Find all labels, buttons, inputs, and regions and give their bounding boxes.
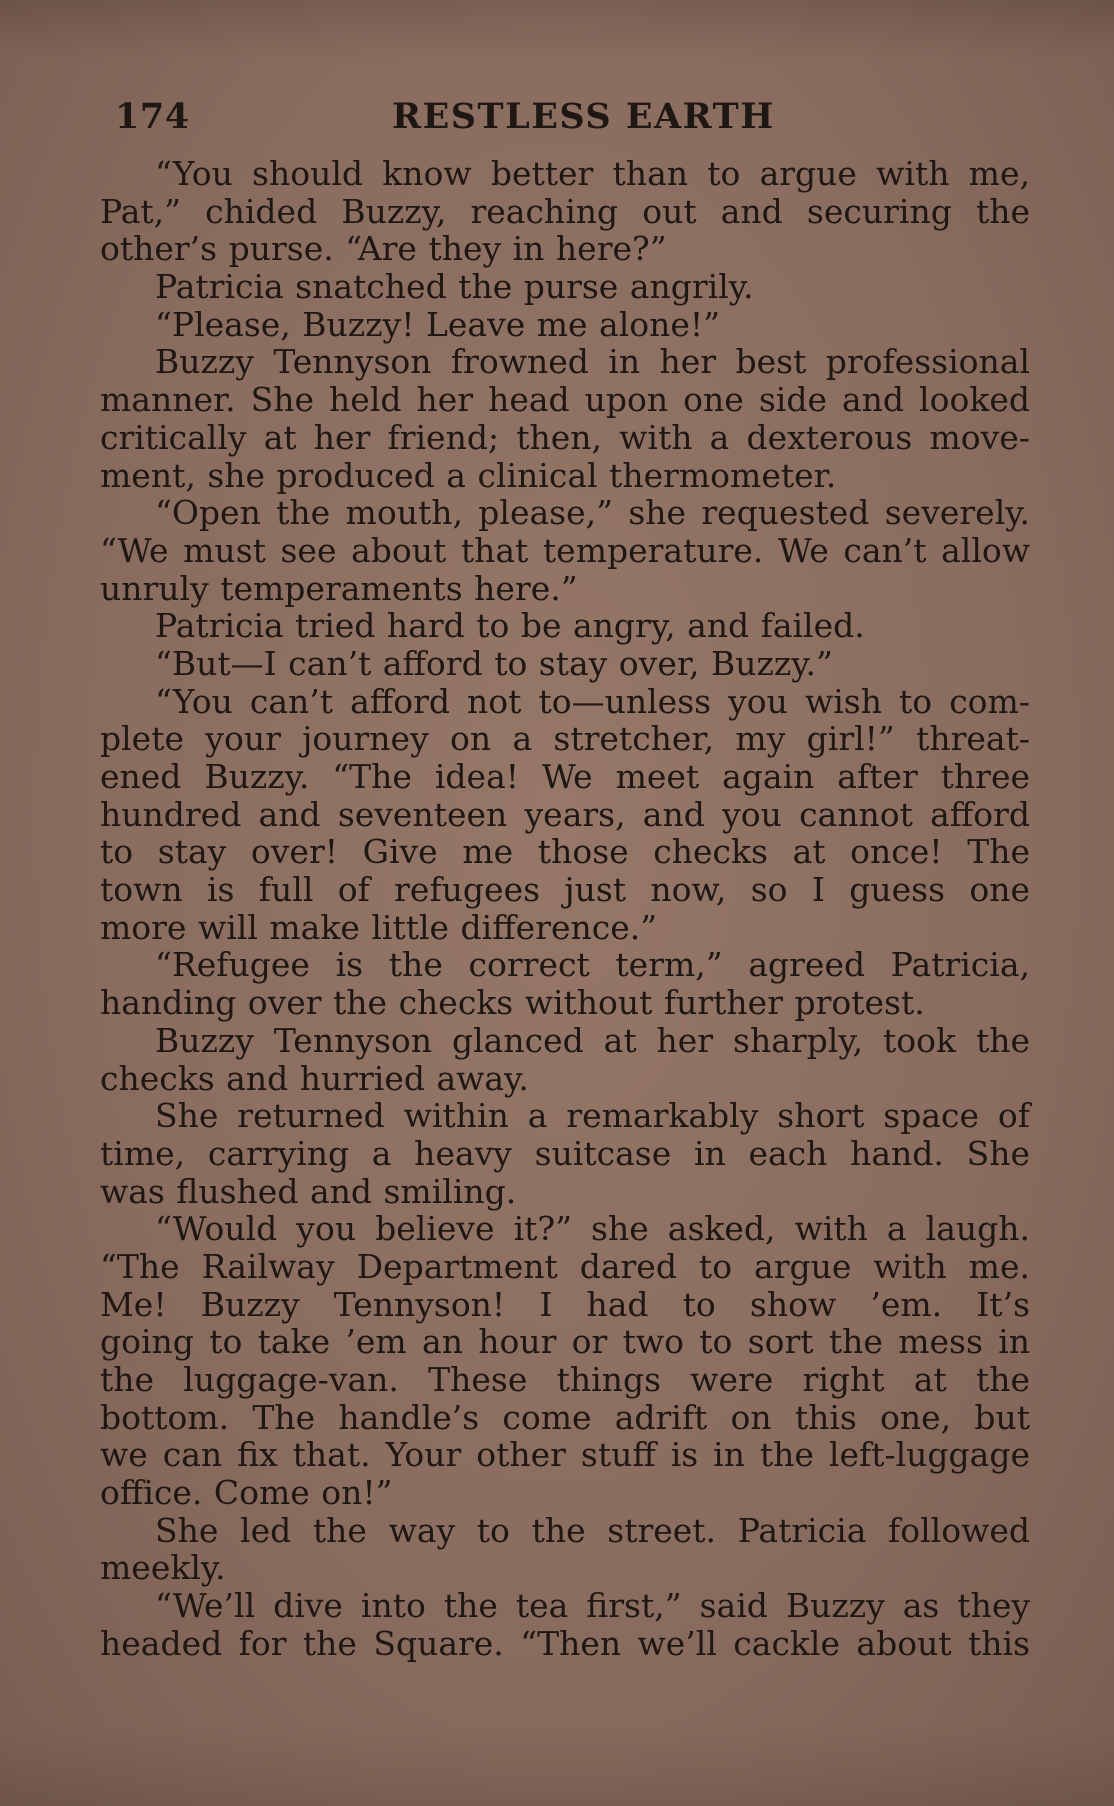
text-line: “Please, Buzzy! Leave me alone!”	[155, 304, 721, 344]
text-line: “But—I can’t afford to stay over, Buzzy.”	[155, 643, 833, 683]
text-line: She led the way to the street. Patricia followed	[155, 1510, 1030, 1550]
text-line: Patricia snatched the purse angrily.	[155, 267, 754, 307]
text-line: Patricia tried hard to be angry, and failed.	[155, 606, 865, 646]
text-line: going to take ’em an hour or two to sort the mess in	[100, 1322, 1030, 1362]
text-line: Buzzy Tennyson frowned in her best professional	[155, 342, 1030, 382]
text-line: Pat,” chided Buzzy, reaching out and securing the	[100, 191, 1030, 231]
text-line: “The Railway Department dared to argue with me.	[100, 1246, 1030, 1286]
page-number: 174	[115, 96, 190, 137]
text-line: headed for the Square. “Then we’ll cackle about this	[100, 1623, 1030, 1663]
text-line: to stay over! Give me those checks at once! The	[100, 832, 1030, 872]
text-line: She returned within a remarkably short space of	[155, 1096, 1030, 1136]
text-line: bottom. The handle’s come adrift on this one, but	[100, 1397, 1030, 1437]
text-line: ment, she produced a clinical thermometer.	[100, 455, 837, 495]
text-line: hundred and seventeen years, and you cannot afford	[100, 794, 1030, 834]
text-line: plete your journey on a stretcher, my girl!” threat-	[100, 719, 1030, 759]
text-line: handing over the checks without further protest.	[100, 983, 925, 1023]
text-line: was flushed and smiling.	[100, 1171, 517, 1211]
text-line: Me! Buzzy Tennyson! I had to show ’em. It’s	[100, 1284, 1030, 1324]
text-line: “You should know better than to argue with me,	[155, 154, 1030, 193]
body-text	[100, 155, 1030, 1663]
text-line: critically at her friend; then, with a dexterous move-	[100, 417, 1030, 457]
text-line: “Would you believe it?” she asked, with a laugh.	[155, 1209, 1030, 1249]
text-line: we can fix that. Your other stuff is in the left-luggage	[100, 1435, 1030, 1475]
text-line: “We’ll dive into the tea first,” said Buzzy as they	[155, 1586, 1030, 1626]
text-line: office. Come on!”	[100, 1473, 393, 1513]
text-line: “Open the mouth, please,” she requested severely.	[155, 493, 1030, 533]
text-line: meekly.	[100, 1548, 226, 1588]
text-line: time, carrying a heavy suitcase in each hand. She	[100, 1133, 1030, 1173]
text-line: “We must see about that temperature. We can’t allow	[100, 530, 1030, 570]
page-header	[115, 96, 1035, 142]
text-line: other’s purse. “Are they in here?”	[100, 229, 667, 269]
text-line: checks and hurried away.	[100, 1058, 529, 1098]
text-line: manner. She held her head upon one side and looked	[100, 380, 1030, 420]
text-line: more will make little difference.”	[100, 907, 658, 947]
text-line: unruly temperaments here.”	[100, 568, 578, 608]
text-line: Buzzy Tennyson glanced at her sharply, took the	[155, 1020, 1030, 1060]
text-line: town is full of refugees just now, so I guess one	[100, 870, 1030, 910]
running-head: RESTLESS EARTH	[392, 96, 775, 137]
text-line: the luggage-van. These things were right at the	[100, 1360, 1030, 1399]
text-line: ened Buzzy. “The idea! We meet again after three	[100, 757, 1030, 796]
text-line: “Refugee is the correct term,” agreed Patricia,	[155, 945, 1030, 985]
text-line: “You can’t afford not to—unless you wish to com-	[155, 681, 1030, 721]
